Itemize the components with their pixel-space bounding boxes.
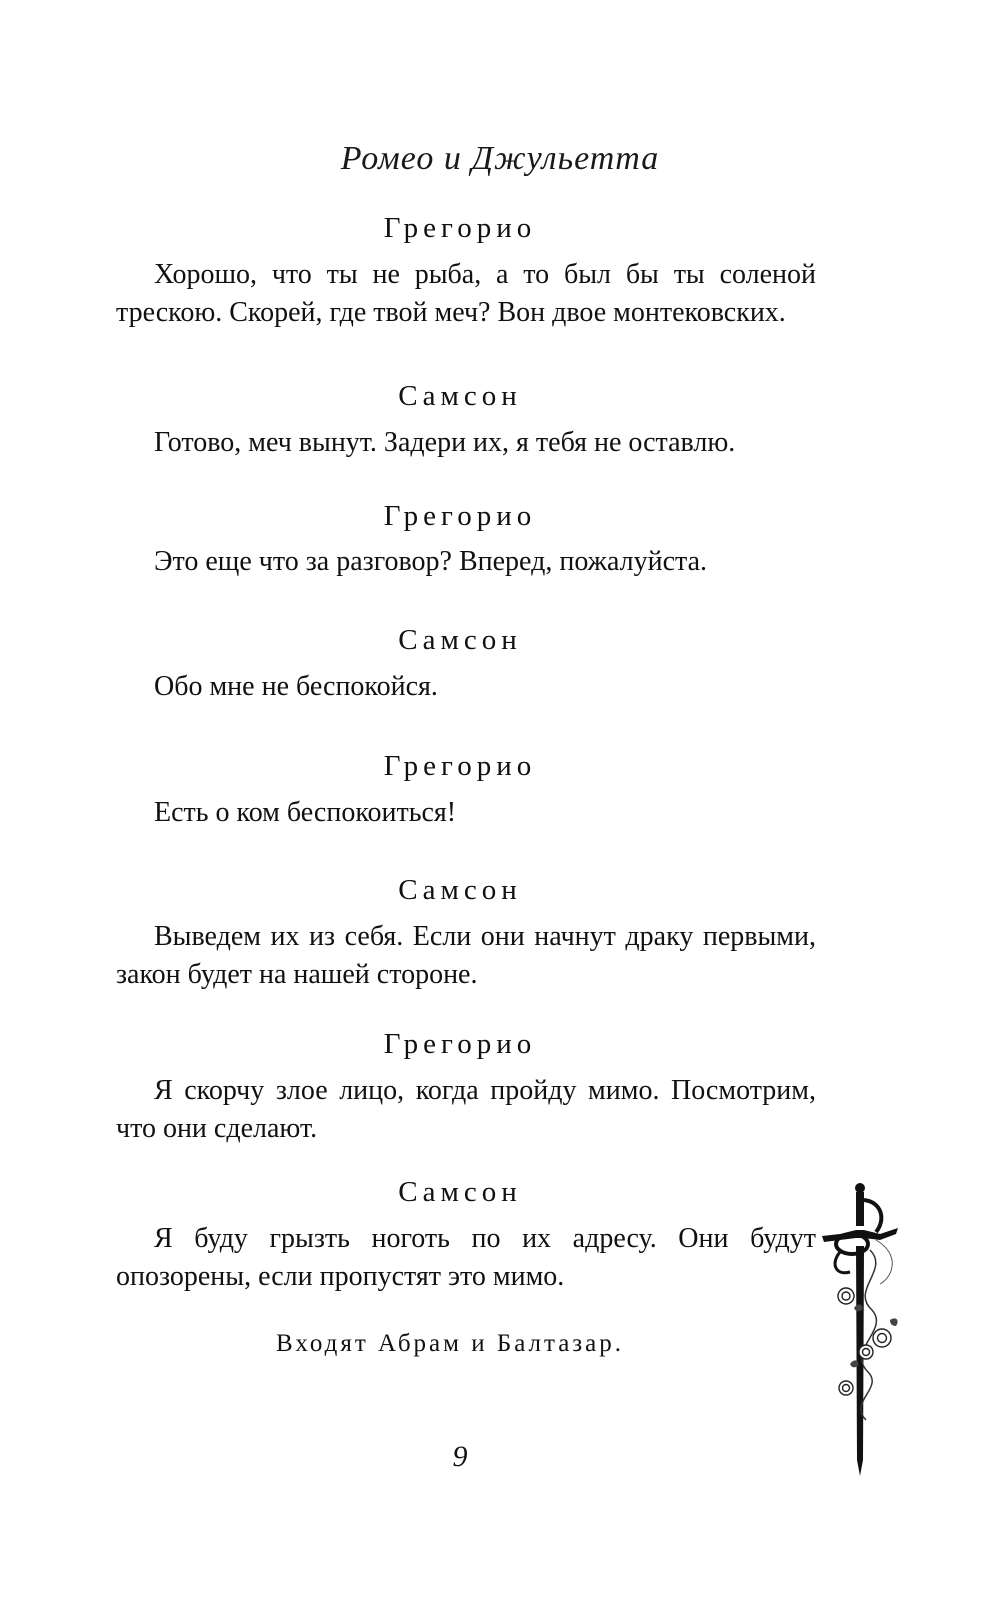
- speaker-name: Самсон: [398, 1176, 522, 1208]
- speech-text: Готово, меч вынут. Задери их, я тебя не оставлю.: [154, 427, 736, 458]
- speaker-name: Самсон: [398, 624, 522, 656]
- speech-text: Хорошо, что ты не рыба, а то был бы ты соленой трескою. Скорей, где твой меч? Вон двое монтековских.: [116, 259, 816, 328]
- speech-text: Есть о ком беспокоиться!: [154, 797, 457, 828]
- speaker-name: Грегорио: [383, 212, 537, 244]
- running-head: Ромео и Джульетта: [340, 140, 660, 177]
- speaker-name: Грегорио: [383, 750, 537, 782]
- speech-text: Выведем их из себя. Если они начнут драку первыми, закон будет на нашей стороне.: [116, 921, 816, 990]
- speech-text: Обо мне не беспокойся.: [154, 671, 438, 702]
- page-number: 9: [452, 1440, 468, 1473]
- speaker-name: Грегорио: [383, 1028, 537, 1060]
- sword-with-roses-icon: [820, 1180, 920, 1480]
- speech-text: Я скорчу злое лицо, когда пройду мимо. Посмотрим, что они сделают.: [116, 1075, 816, 1144]
- speaker-name: Самсон: [398, 380, 522, 412]
- speech-text: Это еще что за разговор? Вперед, пожалуйста.: [154, 546, 708, 577]
- speaker-name: Грегорио: [383, 500, 537, 532]
- speech-text: Я буду грызть ноготь по их адресу. Они будут опозорены, если пропустят это мимо.: [116, 1223, 816, 1292]
- stage-direction: Входят Абрам и Балтазар.: [275, 1330, 625, 1357]
- speaker-name: Самсон: [398, 874, 522, 906]
